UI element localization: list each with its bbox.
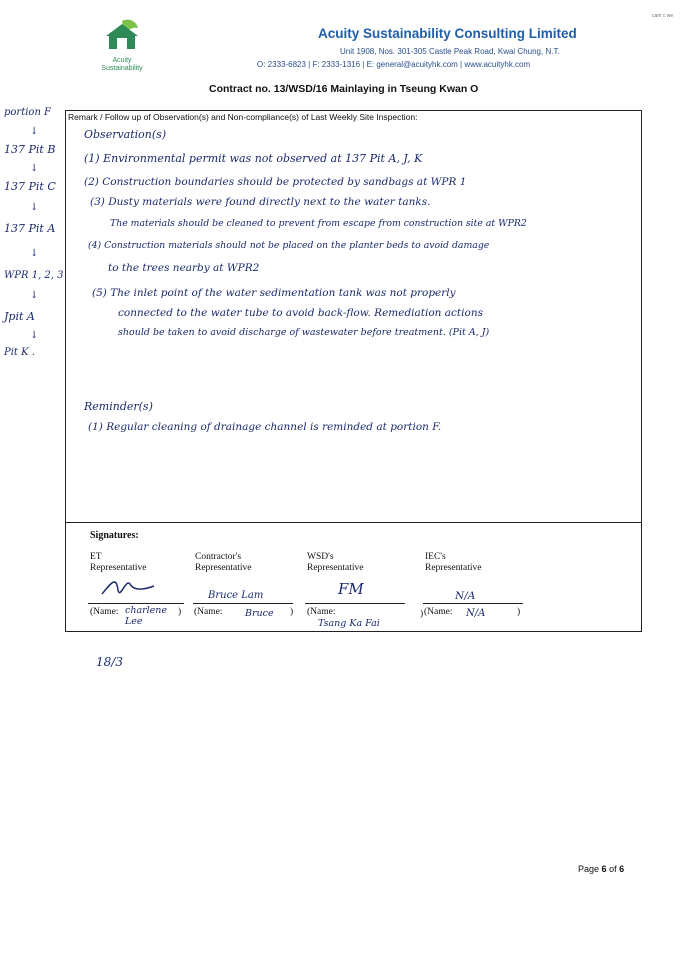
iec-role — [425, 552, 481, 574]
margin-note: Pit K . — [4, 347, 35, 358]
contractor-name-close: ) — [290, 607, 294, 617]
iec-name-value: N/A — [466, 608, 486, 619]
page-prefix: Page — [578, 864, 600, 874]
contractor-name-label: (Name: — [194, 607, 223, 617]
observation-item: (3) Dusty materials were found directly next to the water tanks. — [90, 196, 431, 208]
iec-signature: N/A — [455, 590, 476, 602]
contractor-sign-line — [193, 603, 293, 604]
observation-item: to the trees nearby at WPR2 — [108, 262, 260, 274]
reminders-heading: Reminder(s) — [84, 400, 153, 413]
contract-title: Contract no. 13/WSD/16 Mainlaying in Tseung Kwan O — [209, 83, 479, 95]
logo-text-2: Sustainability — [101, 65, 143, 72]
margin-note: 137 Pit A — [4, 222, 56, 235]
company-name: Acuity Sustainability Consulting Limited — [318, 26, 577, 41]
wsd-role-line1: WSD's — [307, 552, 334, 562]
et-role-line1: ET — [90, 552, 102, 562]
wsd-name-value: Tsang Ka Fai — [318, 618, 380, 629]
company-address: Unit 1908, Nos. 301-305 Castle Peak Road, Kwai Chung, N.T. — [340, 47, 560, 56]
wsd-role — [307, 552, 363, 574]
observation-item: connected to the water tube to avoid back-flow. Remediation actions — [118, 307, 483, 319]
observation-item: The materials should be cleaned to prevent from escape from construction site at WPR2 — [110, 218, 527, 229]
et-role — [90, 552, 146, 574]
observations-heading: Observation(s) — [84, 128, 167, 141]
contractor-signature: Bruce Lam — [208, 590, 264, 601]
reminder-item: (1) Regular cleaning of drainage channel is reminded at portion F. — [88, 421, 442, 433]
wsd-name-close: ) — [420, 609, 424, 619]
page-total: 6 — [619, 864, 625, 874]
observation-item: (2) Construction boundaries should be protected by sandbags at WPR 1 — [84, 176, 467, 188]
margin-arrow: ↓ — [30, 330, 39, 341]
margin-note: 137 Pit C — [4, 180, 56, 193]
handwritten-date: 18/3 — [96, 655, 123, 669]
contractor-role-line2: Representative — [195, 563, 252, 573]
corner-note: cam c we — [652, 13, 674, 19]
signature-divider — [65, 522, 641, 523]
margin-arrow: ↓ — [30, 202, 39, 213]
wsd-signature: FM — [338, 580, 364, 598]
observation-item: (4) Construction materials should not be placed on the planter beds to avoid damage — [88, 240, 490, 251]
et-sign-line — [88, 603, 184, 604]
house-leaf-icon — [102, 18, 142, 52]
margin-note: 137 Pit B — [4, 143, 56, 156]
company-contact: O: 2333-6823 | F: 2333-1316 | E: general@acuityhk.com | www.acuityhk.com — [257, 60, 531, 69]
margin-note: portion F — [4, 107, 51, 118]
observation-item: (5) The inlet point of the water sedimentation tank was not properly — [92, 287, 456, 299]
page-number — [578, 864, 624, 874]
wsd-sign-line — [305, 603, 405, 604]
margin-arrow: ↓ — [30, 290, 39, 301]
margin-note: WPR 1, 2, 3 — [4, 270, 64, 281]
margin-arrow: ↓ — [30, 163, 39, 174]
observation-item: should be taken to avoid discharge of wastewater before treatment. (Pit A, J) — [118, 327, 490, 338]
et-name-label: (Name: — [90, 607, 119, 617]
iec-role-line1: IEC's — [425, 552, 446, 562]
company-logo — [92, 18, 152, 76]
iec-name-label: (Name: — [424, 607, 453, 617]
contractor-role-line1: Contractor's — [195, 552, 242, 562]
margin-arrow: ↓ — [30, 126, 39, 137]
signatures-heading: Signatures: — [90, 530, 139, 541]
wsd-role-line2: Representative — [307, 563, 364, 573]
margin-arrow: ↓ — [30, 248, 39, 259]
wsd-name-label: (Name: — [307, 607, 336, 617]
et-role-line2: Representative — [90, 563, 147, 573]
margin-note: Jpit A — [4, 310, 35, 323]
et-name-close: ) — [178, 607, 182, 617]
contractor-name-value: Bruce — [245, 608, 274, 619]
remark-box-title: Remark / Follow up of Observation(s) and Non-compliance(s) of Last Weekly Site Inspection: — [68, 112, 418, 122]
page-current: 6 — [601, 864, 607, 874]
observation-item: (1) Environmental permit was not observed at 137 Pit A, J, K — [84, 152, 423, 165]
et-signature — [98, 572, 158, 602]
iec-name-close: ) — [517, 607, 521, 617]
et-name-value: charlene Lee — [125, 605, 168, 627]
logo-text-1: Acuity — [112, 57, 132, 64]
contractor-role — [195, 552, 251, 574]
iec-sign-line — [423, 603, 523, 604]
iec-role-line2: Representative — [425, 563, 482, 573]
page-of: of — [609, 864, 617, 874]
